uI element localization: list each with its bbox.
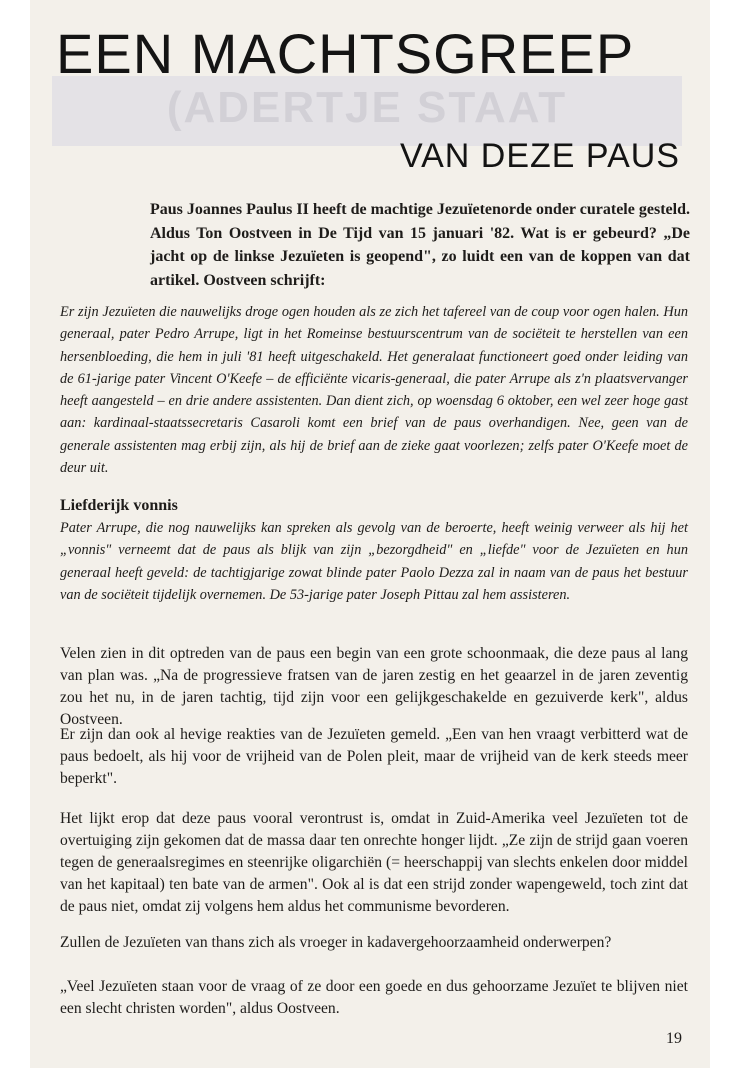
magazine-page <box>30 0 710 1068</box>
intro-paragraph: Paus Joannes Paulus II heeft de machtige Jezuïetenorde onder curatele gesteld. Aldus Ton Oostveen in De Tijd van 15 januari '82. Wat is er gebeurd? „De jacht op de linkse Jezuïeten is geopend", zo luidt een van de koppen van dat artikel. Oostveen schrijft: <box>150 201 690 289</box>
bleed-through-banner: (ADERTJE STAAT <box>52 76 682 146</box>
body-paragraph: Velen zien in dit optreden van de paus een begin van een grote schoonmaak, die deze paus al lang van plan was. „Na de progressieve fratsen van de jaren zestig en het geaarzel in de jaren zeventig zou het nu, in de jaren tachtig, tijd zijn voor een gelijkgeschakelde en gezuiverde kerk", aldus Oostveen. <box>60 645 688 728</box>
headline-line-2: VAN DEZE PAUS <box>399 137 680 175</box>
headline-line-1: EEN MACHTSGREEP <box>56 22 635 85</box>
quote-block-2: Pater Arrupe, die nog nauwelijks kan spreken als gevolg van de beroerte, heeft weinig verweer als hij het „vonnis" verneemt dat de paus als blijk van zijn „bezorgdheid" en „liefde" voor de Jezuïeten en hun generaal heeft geveld: de tachtigjarige zowat blinde pater Paolo Dezza zal in naam van de paus het bestuur van de sociëteit tijdelijk overnemen. De 53-jarige pater Joseph Pittau zal hem assisteren. <box>60 520 688 603</box>
body-paragraph: Zullen de Jezuïeten van thans zich als vroeger in kadavergehoorzaamheid onderwerpen? <box>60 934 612 951</box>
body-paragraph: Er zijn dan ook al hevige reakties van de Jezuïeten gemeld. „Een van hen vraagt verbitterd wat de paus bedoelt, als hij voor de vrijheid van de Polen pleit, maar de vrijheid van de kerk steeds meer beperkt". <box>60 726 688 787</box>
subheading: Liefderijk vonnis <box>60 497 178 514</box>
body-paragraph: Het lijkt erop dat deze paus vooral verontrust is, omdat in Zuid-Amerika veel Jezuïeten tot de overtuiging zijn gekomen dat de massa daar ten onrechte honger lijdt. „Ze zijn de strijd gaan voeren tegen de generaalsregimes en steenrijke oligarchiën (= heerschappij van slechts enkelen door middel van het kapitaal) ten bate van de armen". Ook al is dat een strijd zonder wapengeweld, toch zint dat de paus niet, omdat zij volgens hem aldus het communisme bevorderen. <box>60 810 688 915</box>
page-number: 19 <box>666 1030 682 1047</box>
quote-block-1: Er zijn Jezuïeten die nauwelijks droge ogen houden als ze zich het tafereel van de coup voor ogen halen. Hun generaal, pater Pedro Arrupe, ligt in het Romeinse bestuurscentrum van de sociëteit te herstellen van een hersenbloeding, die hem in juli '81 heeft uitgeschakeld. Het generalaat functioneert goed onder leiding van de 61-jarige pater Vincent O'Keefe – de efficiënte vicaris-generaal, die pater Arrupe als z'n plaatsvervanger heeft aangesteld – en drie andere assistenten. Dan dient zich, op woensdag 6 oktober, een wel zeer hoge gast aan: kardinaal-staatssecretaris Casaroli komt een brief van de paus overhandigen. Nee, geen van de generale assistenten mag erbij zijn, als hij de brief aan de zieke gaat voorlezen; zelfs pater O'Keefe moet de deur uit. <box>60 304 688 477</box>
body-paragraph: „Veel Jezuïeten staan voor de vraag of ze door een goede en dus gehoorzame Jezuïet te blijven niet een slecht christen worden", aldus Oostveen. <box>60 978 688 1017</box>
